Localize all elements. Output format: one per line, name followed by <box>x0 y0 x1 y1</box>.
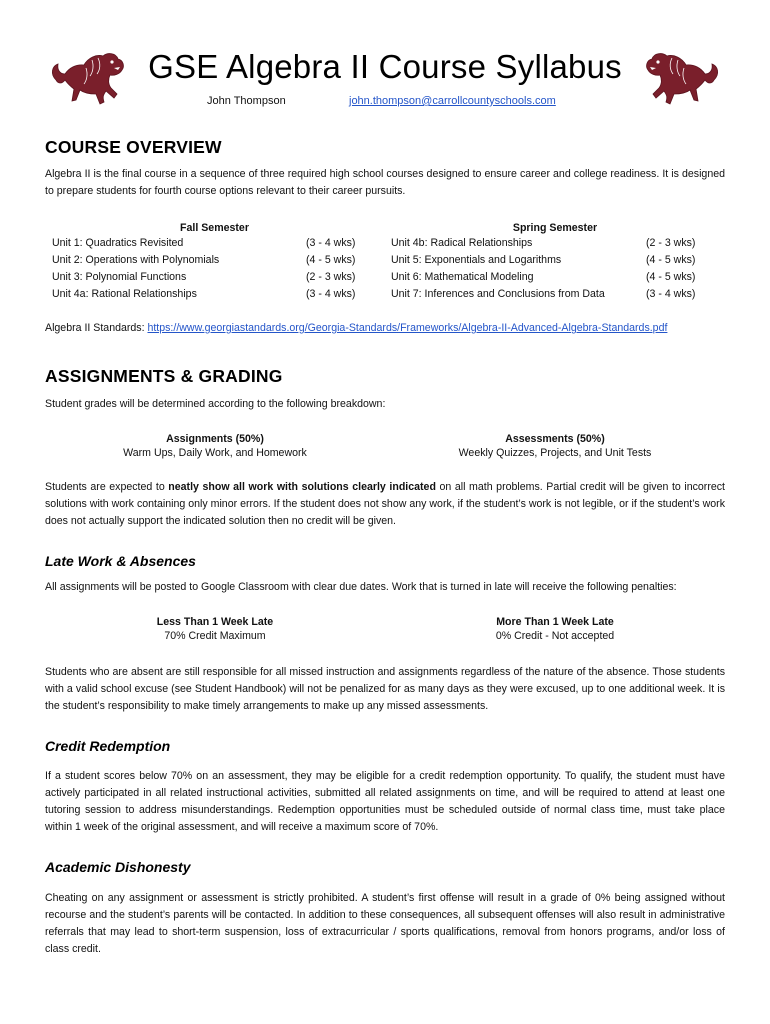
spring-unit-duration: (3 - 4 wks) <box>646 288 696 300</box>
work-policy-pre: Students are expected to <box>45 481 169 493</box>
assignments-grading-heading: ASSIGNMENTS & GRADING <box>45 366 283 386</box>
spring-unit-name: Unit 5: Exponentials and Logarithms <box>391 254 562 266</box>
fall-duration-list <box>306 235 376 303</box>
grading-intro: Student grades will be determined according to the following breakdown: <box>45 398 386 410</box>
spring-unit-duration: (2 - 3 wks) <box>646 237 696 249</box>
fall-unit-duration: (2 - 3 wks) <box>306 271 356 283</box>
absence-policy-text: Students who are absent are still responsible for all missed instruction and assignments regardless of the nature of the absence. Those students with a valid school excuse (see Student Handbook) will not be penalized for as many days as they were excused, up to one additional week. It is the student’s responsibility to make timely arrangements to make up any missed assessments. <box>45 666 725 712</box>
fall-unit-duration: (3 - 4 wks) <box>306 237 356 249</box>
less-than-week-title: Less Than 1 Week Late <box>156 616 274 628</box>
late-work-intro: All assignments will be posted to Google Classroom with clear due dates. Work that is turned in late will receive the following penalties: <box>45 581 677 593</box>
standards-line <box>45 322 667 334</box>
fall-unit-name: Unit 3: Polynomial Functions <box>52 271 187 283</box>
standards-label: Algebra II Standards: <box>45 322 148 334</box>
late-work-heading: Late Work & Absences <box>45 553 196 569</box>
spring-unit-duration: (4 - 5 wks) <box>646 254 696 266</box>
assignments-weight-desc: Warm Ups, Daily Work, and Homework <box>123 447 307 459</box>
fall-unit-name: Unit 1: Quadratics Revisited <box>52 237 184 249</box>
less-than-week-desc: 70% Credit Maximum <box>164 630 266 642</box>
assessments-weight-desc: Weekly Quizzes, Projects, and Unit Tests <box>458 447 652 459</box>
page-title: GSE Algebra II Course Syllabus <box>148 48 622 85</box>
spring-unit-name: Unit 7: Inferences and Conclusions from Data <box>391 288 605 300</box>
credit-redemption-heading: Credit Redemption <box>45 738 171 754</box>
fall-unit-list <box>52 235 297 303</box>
fall-unit-name: Unit 2: Operations with Polynomials <box>52 254 220 266</box>
author-email-link[interactable]: john.thompson@carrollcountyschools.com <box>349 95 556 107</box>
standards-link[interactable]: https://www.georgiastandards.org/Georgia-Standards/Frameworks/Algebra-II-Advanced-Algebra-Standards.pdf <box>147 322 668 334</box>
work-policy-text <box>45 479 725 530</box>
course-overview-text: Algebra II is the final course in a sequence of three required high school courses designed to ensure career and college readiness. It is designed to prepare students for fourth course options relevant to their career pursuits. <box>45 168 725 197</box>
spring-duration-list <box>646 235 716 303</box>
more-than-week-desc: 0% Credit - Not accepted <box>495 630 615 642</box>
spring-unit-name: Unit 6: Mathematical Modeling <box>391 271 534 283</box>
work-policy-post: on all math problems. Partial credit will be given to incorrect solutions with work containing only minor errors. If the student does not show any work, if the student’s work is not legible, or if the student’s work does not actually support the indicated solution then no credit will be given. <box>45 481 725 527</box>
fall-unit-duration: (3 - 4 wks) <box>306 288 356 300</box>
work-policy-emphasis: neatly show all work with solutions clearly indicated <box>168 481 436 493</box>
more-than-week-title: More Than 1 Week Late <box>496 616 614 628</box>
spring-unit-name: Unit 4b: Radical Relationships <box>391 237 533 249</box>
fall-unit-name: Unit 4a: Rational Relationships <box>52 288 197 300</box>
author-name: John Thompson <box>207 95 286 107</box>
credit-redemption-text: If a student scores below 70% on an assessment, they may be eligible for a credit redemption opportunity. To qualify, the student must have actively participated in all related instructional activities, submitted all related assignments on time, and will be required to attend at least one tutoring session to address misunderstandings. Redemption opportunities must be scheduled outside of normal class time, must take place within 1 week of the original assessment, and will receive a maximum score of 70%. <box>45 770 725 833</box>
spring-unit-duration: (4 - 5 wks) <box>646 271 696 283</box>
assignments-weight-title: Assignments (50%) <box>166 433 264 445</box>
spring-unit-list <box>391 235 636 303</box>
course-overview-heading: COURSE OVERVIEW <box>45 137 222 157</box>
fall-unit-duration: (4 - 5 wks) <box>306 254 356 266</box>
assessments-weight-title: Assessments (50%) <box>505 433 605 445</box>
spring-semester-heading: Spring Semester <box>512 222 598 234</box>
fall-semester-heading: Fall Semester <box>180 222 249 234</box>
academic-dishonesty-text: Cheating on any assignment or assessment is strictly prohibited. A student’s first offense will result in a grade of 0% being assigned without recourse and the student’s parents will be contacted. In addition to these consequences, all subsequent offenses will also result in administrative referrals that may lead to short-term suspension, loss of extracurricular / sports qualifications, removal from honors programs, and/or loss of class credit. <box>45 892 725 955</box>
academic-dishonesty-heading: Academic Dishonesty <box>45 859 191 875</box>
